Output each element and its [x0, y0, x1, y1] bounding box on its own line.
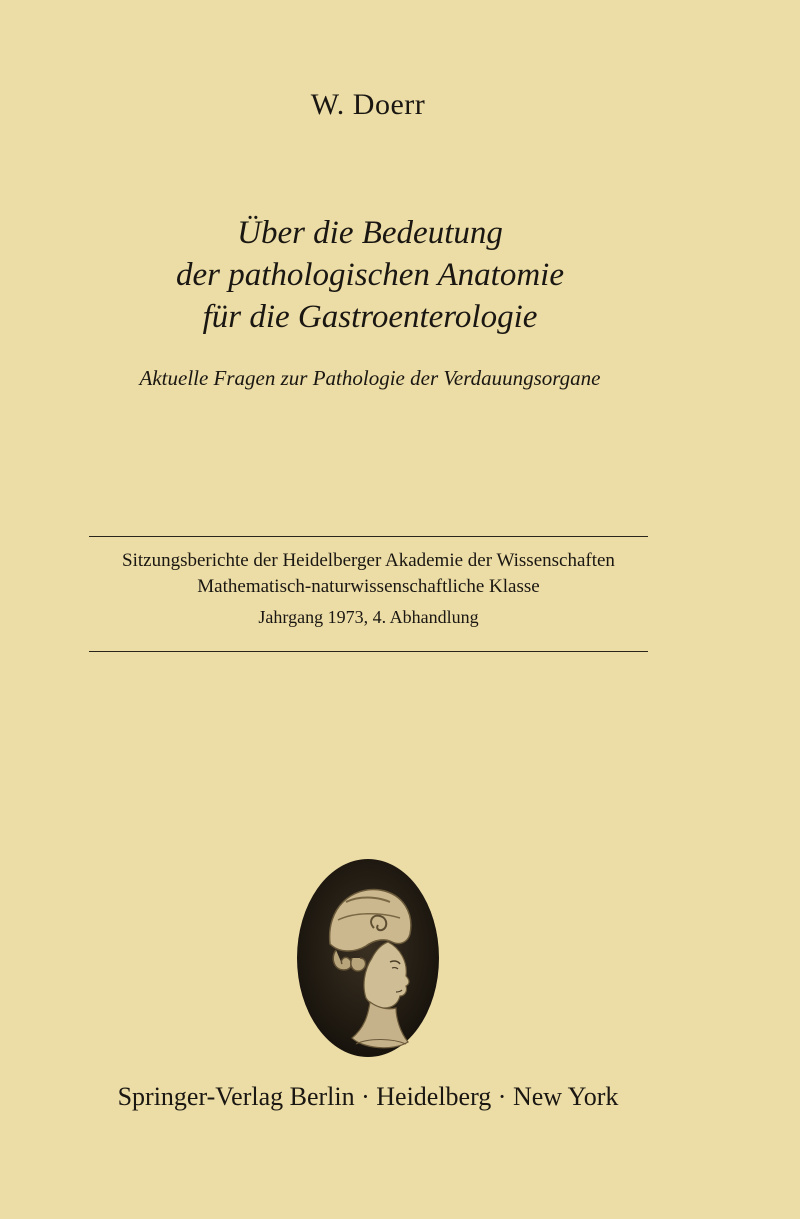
title-line: für die Gastroenterologie — [202, 299, 538, 335]
book-title — [0, 212, 740, 338]
author-name: W. Doerr — [310, 88, 426, 121]
publisher-imprint: Springer-Verlag Berlin · Heidelberg · New York — [117, 1082, 619, 1111]
title-line: der pathologischen Anatomie — [175, 257, 564, 293]
series-class: Mathematisch-naturwissenschaftliche Klasse — [197, 576, 540, 597]
series-title: Sitzungsberichte der Heidelberger Akademie der Wissenschaften — [122, 550, 615, 571]
series-block — [89, 548, 648, 630]
athena-cameo-icon — [296, 858, 440, 1058]
bottom-divider — [89, 651, 648, 652]
title-line: Über die Bedeutung — [237, 215, 503, 251]
series-volume: Jahrgang 1973, 4. Abhandlung — [258, 607, 479, 627]
top-divider — [89, 536, 648, 537]
book-subtitle: Aktuelle Fragen zur Pathologie der Verdauungsorgane — [139, 366, 601, 390]
